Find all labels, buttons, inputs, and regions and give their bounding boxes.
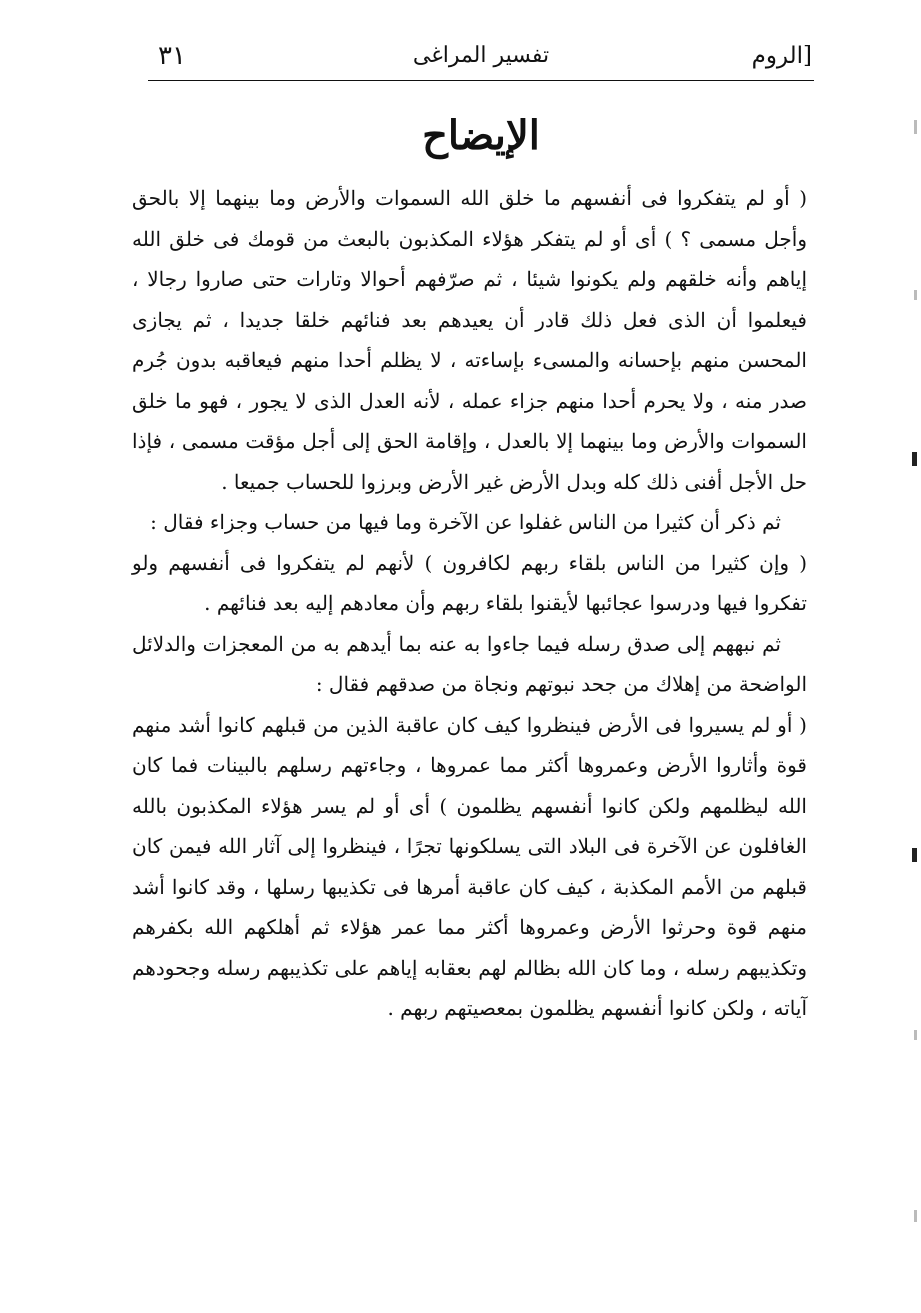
scan-edge-mark — [912, 848, 917, 862]
paragraph-1: ( أو لم يتفكروا فى أنفسهم ما خلق الله السموات والأرض وما بينهما إلا بالحق وأجل مسمى ؟ ) أى أو لم يتفكر هؤلاء المكذبون بالبعث من قومك فى خلق الله إياهم وأنه خلقهم ولم يكونوا شيئا ، ثم صرّفهم أحوالا وتارات حتى صاروا رجالا ، فيعلموا أن الذى فعل ذلك قادر أن يعيدهم بعد فنائهم خلقا جديدا ، ثم يجازى المحسن منهم بإحسانه والمسىء بإساءته ، لا يظلم أحدا منهم فيعاقبه بدون جُرم صدر منه ، ولا يحرم أحدا منهم جزاء عمله ، لأنه العدل الذى لا يجور ، فهو ما خلق السموات والأرض وما بينهما إلا بالعدل ، وإقامة الحق إلى أجل مؤقت مسمى ، فإذا حل الأجل أفنى ذلك كله وبدل الأرض غير الأرض وبرزوا للحساب جميعا . — [132, 186, 807, 494]
section-title: الإيضاح — [422, 112, 540, 159]
scan-edge-mark — [914, 120, 917, 134]
header-book-title: تفسير المراغى — [412, 43, 550, 68]
paragraph-3: ( وإن كثيرا من الناس بلقاء ربهم لكافرون ) لأنهم لم يتفكروا فى أنفسهم ولو تفكروا فيها ودرسوا عجائبها لأيقنوا بلقاء ربهم وأن معادهم إليه بعد فنائهم . — [132, 550, 807, 615]
paragraph-2: ثم ذكر أن كثيرا من الناس غفلوا عن الآخرة وما فيها من حساب وجزاء فقال : — [150, 510, 781, 534]
scan-edge-mark — [914, 290, 917, 300]
paragraph-5: ( أو لم يسيروا فى الأرض فينظروا كيف كان عاقبة الذين من قبلهم كانوا أشد منهم قوة وأثاروا الأرض وعمروها أكثر مما عمروها ، وجاءتهم رسلهم بالبينات فما كان الله ليظلمهم ولكن كانوا أنفسهم يظلمون ) أى أو لم يسر هؤلاء المكذبون بالله الغافلون عن الآخرة فى البلاد التى يسلكونها تجرًا ، فينظروا إلى آثار الله فيمن كان قبلهم من الأمم المكذبة ، كيف كان عاقبة أمرها فى تكذيبها رسلها ، وقد كانوا أشد منهم قوة وحرثوا الأرض وعمروها أكثر مما عمر هؤلاء ثم أهلكهم الله بكفرهم وتكذيبهم رسله ، وما كان الله بظالم لهم بعقابه إياهم على تكذيبهم رسله وجحودهم آياته ، ولكن كانوا أنفسهم يظلمون بمعصيتهم ربهم . — [132, 712, 808, 1020]
scan-edge-mark — [914, 1030, 917, 1040]
paragraph-4: ثم نبههم إلى صدق رسله فيما جاءوا به عنه بما أيدهم به من المعجزات والدلائل الواضحة من إهلاك من جحد نبوتهم ونجاة من صدقهم فقال : — [132, 631, 807, 696]
scan-edge-mark — [912, 452, 917, 466]
header-surah-name: [الروم — [751, 43, 812, 69]
running-header — [150, 38, 812, 78]
header-page-number: ٣١ — [158, 41, 186, 71]
body-text — [132, 178, 807, 1029]
scan-edge-mark — [914, 1210, 917, 1222]
header-divider — [148, 80, 814, 81]
